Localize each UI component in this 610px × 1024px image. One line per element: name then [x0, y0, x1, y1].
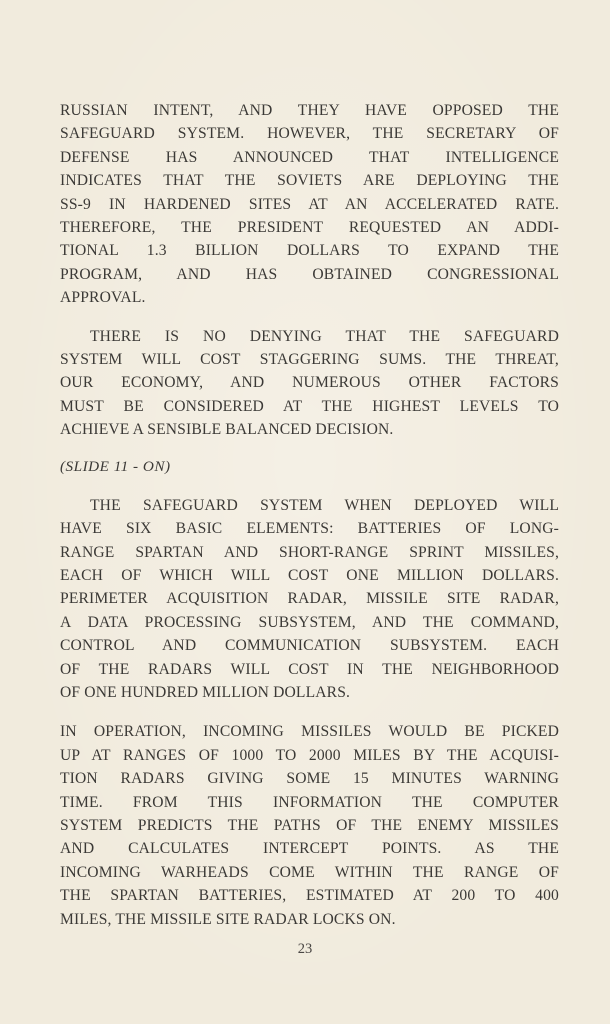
text-line: UP AT RANGES OF 1000 TO 2000 MILES BY THE ACQUISI- — [60, 746, 559, 764]
text-line: THEREFORE, THE PRESIDENT REQUESTED AN ADDI- — [60, 219, 559, 237]
text-line: CONTROL AND COMMUNICATION SUBSYSTEM. EACH — [60, 637, 559, 655]
paragraph-spacer — [60, 704, 559, 720]
text-line: SYSTEM WILL COST STAGGERING SUMS. THE THREAT, — [60, 351, 559, 369]
paragraph-3 — [60, 494, 559, 705]
text-line: AND CALCULATES INTERCEPT POINTS. AS THE — [60, 840, 559, 858]
paragraph-4 — [60, 720, 559, 931]
text-line: THERE IS NO DENYING THAT THE SAFEGUARD — [90, 327, 559, 345]
text-line: TION RADARS GIVING SOME 15 MINUTES WARNING — [60, 770, 559, 788]
text-line: RANGE SPARTAN AND SHORT-RANGE SPRINT MISSILES, — [60, 543, 559, 561]
text-line: THE SAFEGUARD SYSTEM WHEN DEPLOYED WILL — [90, 496, 559, 514]
text-line: APPROVAL. — [60, 289, 146, 307]
text-line: IN OPERATION, INCOMING MISSILES WOULD BE PICKED — [60, 723, 559, 741]
text-line: INDICATES THAT THE SOVIETS ARE DEPLOYING THE — [60, 172, 559, 190]
text-line: RUSSIAN INTENT, AND THEY HAVE OPPOSED THE — [60, 102, 559, 119]
paragraph-spacer — [60, 478, 559, 494]
paragraph-spacer — [60, 442, 559, 455]
slide-cue: (SLIDE 11 - ON) — [60, 457, 171, 475]
text-line: DEFENSE HAS ANNOUNCED THAT INTELLIGENCE — [60, 148, 559, 166]
text-line: PROGRAM, AND HAS OBTAINED CONGRESSIONAL — [60, 265, 559, 283]
text-line: SS-9 IN HARDENED SITES AT AN ACCELERATED RATE. — [60, 195, 559, 213]
page-number: 23 — [297, 941, 313, 957]
text-line: OUR ECONOMY, AND NUMEROUS OTHER FACTORS — [60, 374, 559, 392]
text-line: EACH OF WHICH WILL COST ONE MILLION DOLLARS. — [60, 566, 559, 584]
text-line: OF ONE HUNDRED MILLION DOLLARS. — [60, 683, 351, 701]
paragraph-2 — [60, 325, 559, 442]
text-line: SAFEGUARD SYSTEM. HOWEVER, THE SECRETARY OF — [60, 125, 559, 143]
paragraph-1 — [60, 99, 559, 310]
text-line: MUST BE CONSIDERED AT THE HIGHEST LEVELS TO — [60, 397, 559, 415]
text-line: HAVE SIX BASIC ELEMENTS: BATTERIES OF LONG- — [60, 520, 559, 538]
text-line: A DATA PROCESSING SUBSYSTEM, AND THE COMMAND, — [60, 613, 559, 631]
text-line: ACHIEVE A SENSIBLE BALANCED DECISION. — [60, 421, 394, 439]
text-line: TIONAL 1.3 BILLION DOLLARS TO EXPAND THE — [60, 242, 559, 260]
text-line: TIME. FROM THIS INFORMATION THE COMPUTER — [60, 793, 559, 811]
text-line: MILES, THE MISSILE SITE RADAR LOCKS ON. — [60, 910, 396, 928]
text-line: SYSTEM PREDICTS THE PATHS OF THE ENEMY MISSILES — [60, 816, 559, 834]
text-line: THE SPARTAN BATTERIES, ESTIMATED AT 200 TO 400 — [60, 887, 559, 905]
text-line: OF THE RADARS WILL COST IN THE NEIGHBORHOOD — [60, 660, 559, 678]
paragraph-spacer — [60, 310, 559, 325]
body-text — [60, 99, 559, 931]
text-line: PERIMETER ACQUISITION RADAR, MISSILE SITE RADAR, — [60, 590, 559, 608]
text-line: INCOMING WARHEADS COME WITHIN THE RANGE OF — [60, 863, 559, 881]
